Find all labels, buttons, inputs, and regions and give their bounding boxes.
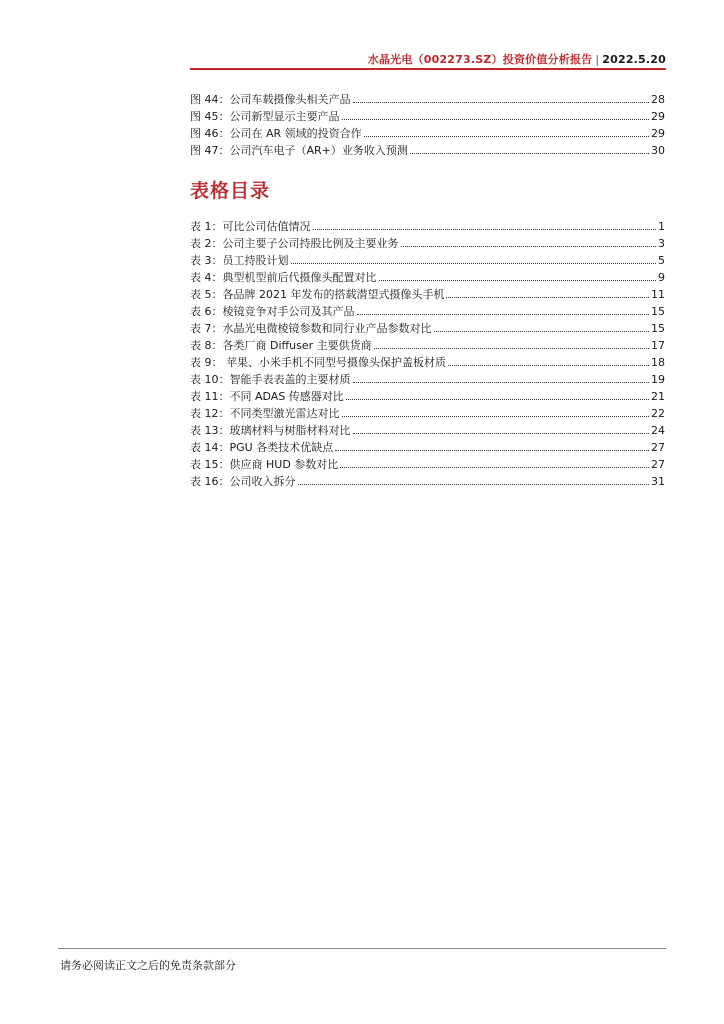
dot-leader [379,268,657,281]
figure-entry[interactable] [190,141,665,158]
report-header [368,51,666,67]
dot-leader [340,455,649,468]
toc-entry-page: 21 [651,390,665,403]
toc-entry-page: 1 [658,220,665,233]
toc-entry-label: 表 8：各类厂商 Diffuser 主要供货商 [190,339,372,352]
table-list [190,217,665,489]
table-entry[interactable] [190,319,665,336]
table-entry[interactable] [190,217,665,234]
header-separator: | [595,53,600,66]
table-entry[interactable] [190,353,665,370]
table-entry[interactable] [190,251,665,268]
table-entry[interactable] [190,404,665,421]
figure-entry[interactable] [190,124,665,141]
footer-disclaimer: 请务必阅读正文之后的免责条款部分 [60,959,236,972]
header-divider [190,68,666,70]
dot-leader [401,234,657,247]
toc-entry-page: 31 [651,475,665,488]
figure-entry[interactable] [190,107,665,124]
toc-entry-label: 表 4：典型机型前后代摄像头配置对比 [190,271,377,284]
dot-leader [353,370,650,383]
dot-leader [448,353,649,366]
dot-leader [357,302,650,315]
dot-leader [446,285,649,298]
dot-leader [364,124,649,137]
toc-entry-page: 11 [651,288,665,301]
toc-entry-label: 表 2：公司主要子公司持股比例及主要业务 [190,237,399,250]
toc-entry-label: 表 16：公司收入拆分 [190,475,296,488]
toc-entry-page: 27 [651,441,665,454]
toc-entry-page: 27 [651,458,665,471]
toc-entry-label: 表 3：员工持股计划 [190,254,289,267]
table-entry[interactable] [190,302,665,319]
toc-entry-page: 28 [651,93,665,106]
table-entry[interactable] [190,370,665,387]
toc-entry-page: 29 [651,110,665,123]
toc-entry-page: 17 [651,339,665,352]
dot-leader [346,387,649,400]
table-entry[interactable] [190,285,665,302]
dot-leader [291,251,657,264]
toc-entry-label: 表 9： 苹果、小米手机不同型号摄像头保护盖板材质 [190,356,446,369]
toc-entry-label: 表 10：智能手表表盖的主要材质 [190,373,351,386]
report-title: 水晶光电（002273.SZ）投资价值分析报告 [367,53,593,66]
table-entry[interactable] [190,268,665,285]
table-entry[interactable] [190,387,665,404]
table-entry[interactable] [190,472,665,489]
toc-entry-label: 图 45：公司新型显示主要产品 [190,110,340,123]
figure-list [190,90,665,158]
toc-entry-label: 图 47：公司汽车电子（AR+）业务收入预测 [190,144,408,157]
toc-entry-label: 图 46：公司在 AR 领域的投资合作 [190,127,362,140]
table-entry[interactable] [190,438,665,455]
toc-entry-page: 24 [651,424,665,437]
toc-entry-label: 表 11：不同 ADAS 传感器对比 [190,390,344,403]
toc-entry-page: 19 [651,373,665,386]
toc-entry-label: 表 13：玻璃材料与树脂材料对比 [190,424,351,437]
toc-entry-label: 表 6：棱镜竞争对手公司及其产品 [190,305,355,318]
toc-entry-page: 18 [651,356,665,369]
dot-leader [353,421,650,434]
footer-divider [58,948,666,949]
toc-entry-page: 15 [651,305,665,318]
toc-entry-label: 表 5：各品牌 2021 年发布的搭载潜望式摄像头手机 [190,288,445,301]
dot-leader [342,404,650,417]
table-entry[interactable] [190,336,665,353]
table-entry[interactable] [190,234,665,251]
table-entry[interactable] [190,421,665,438]
figure-entry[interactable] [190,90,665,107]
toc-entry-label: 表 12：不同类型激光雷达对比 [190,407,340,420]
report-date: 2022.5.20 [602,53,666,66]
toc-entry-page: 30 [651,144,665,157]
toc-entry-label: 图 44：公司车载摄像头相关产品 [190,93,351,106]
toc-entry-page: 15 [651,322,665,335]
toc-entry-label: 表 14：PGU 各类技术优缺点 [190,441,334,454]
toc-entry-page: 5 [658,254,665,267]
dot-leader [353,90,650,103]
table-entry[interactable] [190,455,665,472]
toc-entry-page: 22 [651,407,665,420]
dot-leader [434,319,650,332]
dot-leader [374,336,649,349]
dot-leader [298,472,650,485]
toc-entry-page: 3 [658,237,665,250]
dot-leader [342,107,650,120]
toc-entry-label: 表 7：水晶光电微棱镜参数和同行业产品参数对比 [190,322,432,335]
dot-leader [313,217,657,230]
toc-entry-label: 表 1：可比公司估值情况 [190,220,311,233]
toc-entry-label: 表 15：供应商 HUD 参数对比 [190,458,339,471]
toc-entry-page: 29 [651,127,665,140]
dot-leader [335,438,649,451]
dot-leader [410,141,649,154]
toc-entry-page: 9 [658,271,665,284]
table-list-title: 表格目录 [190,180,271,202]
